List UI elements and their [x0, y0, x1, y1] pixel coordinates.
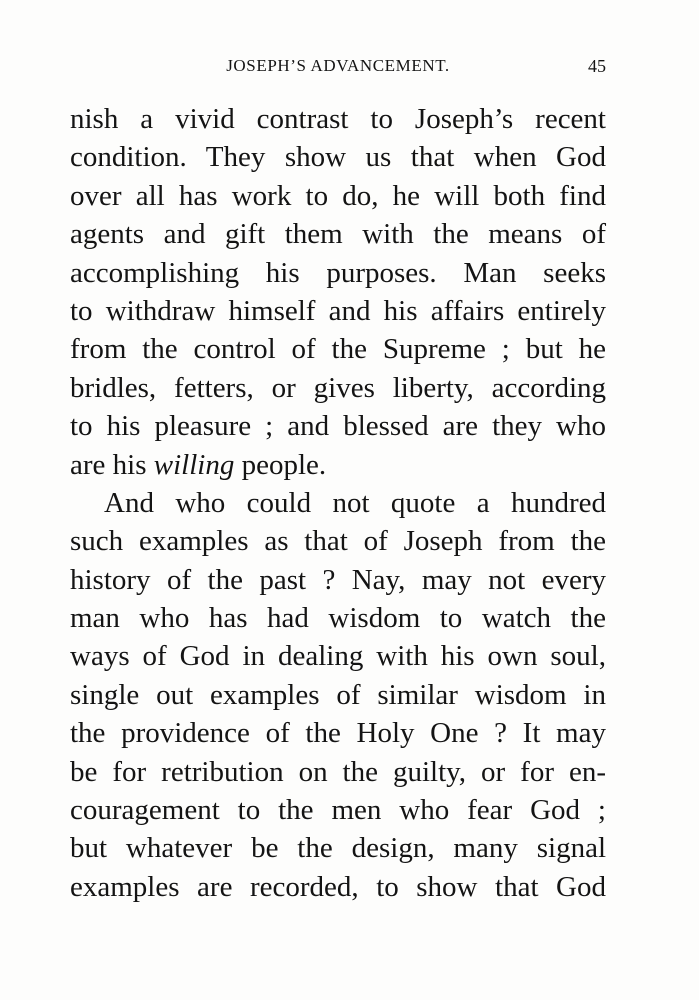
text-line: accomplishing his purposes. Man seeks [70, 256, 606, 289]
text-line: bridles, fetters, or gives liberty, according [70, 371, 606, 404]
text-line: over all has work to do, he will both find [70, 179, 606, 212]
text-line: be for retribution on the guilty, or for en- [70, 755, 606, 788]
text-line: agents and gift them with the means of [70, 218, 606, 251]
text-line: to withdraw himself and his affairs entirely [70, 294, 606, 327]
text-line: history of the past ? Nay, may not every [70, 563, 606, 596]
text-line [70, 446, 606, 484]
text-line: man who has had wisdom to watch the [70, 602, 606, 635]
text-line: to his pleasure ; and blessed are they who [70, 410, 606, 443]
text-fragment: people. [234, 448, 327, 481]
text-line: single out examples of similar wisdom in [70, 678, 606, 711]
text-line: nish a vivid contrast to Joseph’s recent [70, 103, 606, 135]
text-line: such examples as that of Joseph from the [70, 525, 606, 558]
text-fragment: are his [70, 448, 154, 481]
page-number: 45 [588, 56, 606, 76]
paragraph [70, 484, 606, 906]
text-line: condition. They show us that when God [70, 141, 606, 174]
body-text [70, 100, 606, 906]
paragraph [70, 100, 606, 484]
text-line: from the control of the Supreme ; but he [70, 333, 606, 366]
text-line: examples are recorded, to show that God [70, 870, 606, 903]
text-line: ways of God in dealing with his own soul, [70, 640, 606, 673]
text-line: couragement to the men who fear God ; [70, 794, 606, 827]
running-title: JOSEPH’S ADVANCEMENT. [226, 56, 450, 75]
text-line: the providence of the Holy One ? It may [70, 717, 606, 750]
text-line: And who could not quote a hundred [104, 486, 606, 519]
emphasized-word: willing [153, 448, 235, 481]
running-header [70, 56, 606, 80]
text-line: but whatever be the design, many signal [70, 832, 606, 865]
